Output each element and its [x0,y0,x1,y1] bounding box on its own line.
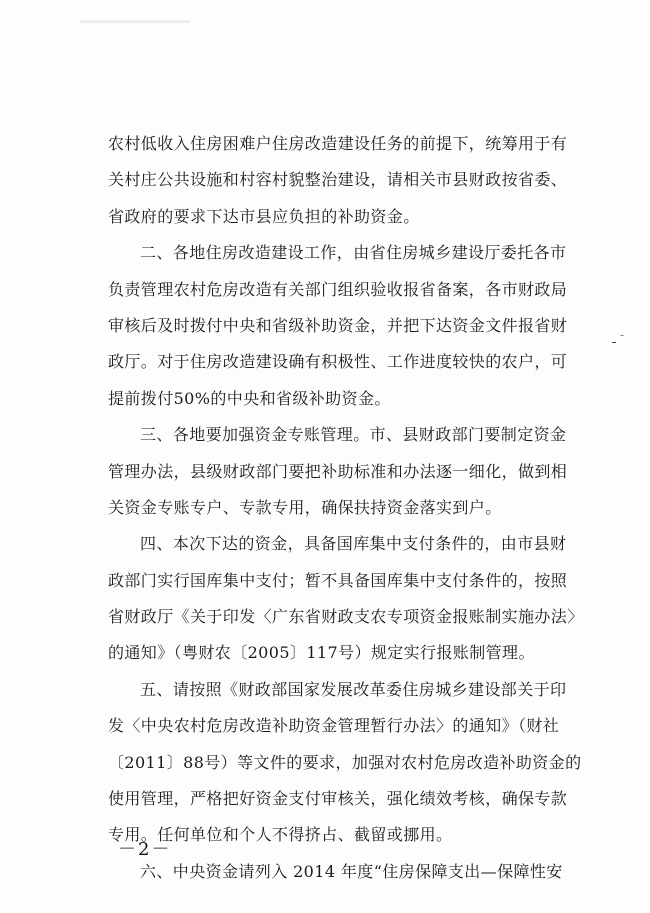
document-body [108,126,584,890]
faded-header-bar [80,20,190,23]
body-line: 〔2011〕88号）等文件的要求，加强对农村危房改造补助资金的 [108,752,582,772]
section-6-heading-line: 六、中央资金请列入 2014 年度“住房保障支出—保障性安 [140,861,563,881]
body-line: 管理办法，县级财政部门要把补助标准和办法逐一细化，做到相 [108,461,568,481]
body-line: 关资金专账专户、专款专用，确保扶持资金落实到户。 [108,497,502,517]
section-5-heading-line: 五、请按照《财政部国家发展改革委住房城乡建设部关于印 [140,679,567,699]
body-line: 发〈中央农村危房改造补助资金管理暂行办法〉的通知》（财社 [108,716,560,736]
body-line: 的通知》（粤财农〔2005〕117号）规定实行报账制管理。 [108,643,535,663]
body-line: 政厅。对于住房改造建设确有积极性、工作进度较快的农户，可 [108,352,568,372]
section-4-heading-line: 四、本次下达的资金，具备国库集中支付条件的，由市县财 [140,534,567,554]
body-line: 关村庄公共设施和村容村貌整治建设，请相关市县财政按省委、 [108,170,568,190]
body-line: 政部门实行国库集中支付；暂不具备国库集中支付条件的，按照 [108,570,568,590]
body-line: 农村低收入住房困难户住房改造建设任务的前提下，统筹用于有 [108,134,568,153]
margin-dot-mark [612,342,616,343]
body-line: 省财政厅《关于印发〈广东省财政支农专项资金报账制实施办法〉 [108,607,584,627]
margin-dash-mark: - [620,328,625,342]
body-line: 提前拨付50%的中央和省级补助资金。 [108,388,391,408]
body-line: 使用管理，严格把好资金支付审核关，强化绩效考核，确保专款 [108,789,568,809]
body-line: 省政府的要求下达市县应负担的补助资金。 [108,206,420,226]
body-line: 审核后及时拨付中央和省级补助资金，并把下达资金文件报省财 [108,315,568,335]
body-line: 专用。任何单位和个人不得挤占、截留或挪用。 [108,825,453,845]
body-line: 负责管理农村危房改造有关部门组织验收报省备案，各市财政局 [108,279,568,299]
section-2-heading-line: 二、各地住房改造建设工作，由省住房城乡建设厅委托各市 [140,243,567,263]
page-number: －2－ [118,839,172,860]
faded-header-mark [80,12,210,30]
section-3-heading-line: 三、各地要加强资金专账管理。市、县财政部门要制定资金 [140,425,567,445]
